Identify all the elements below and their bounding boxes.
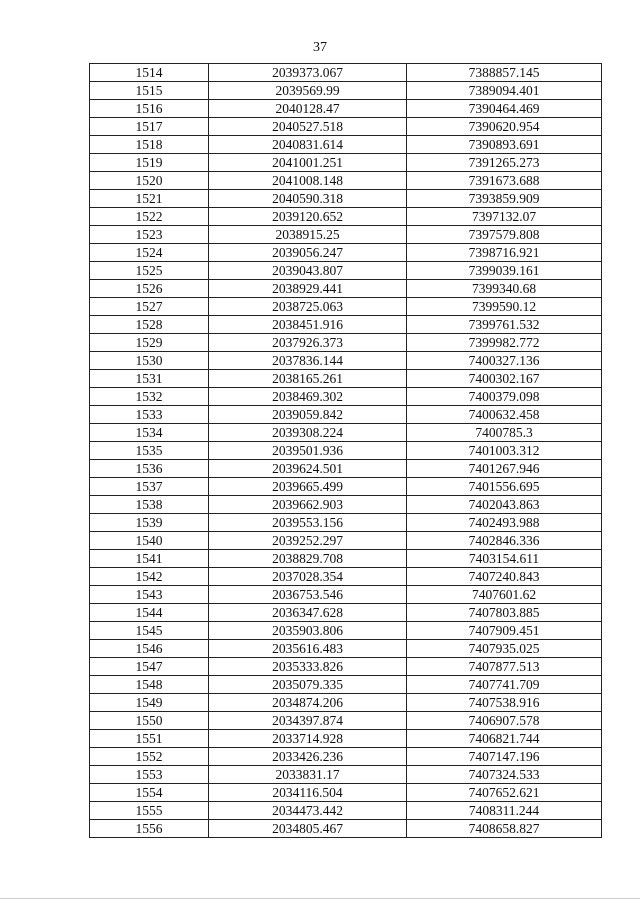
y-coordinate-cell: 7407877.513 bbox=[407, 658, 602, 676]
point-number-cell: 1549 bbox=[90, 694, 209, 712]
y-coordinate-cell: 7399761.532 bbox=[407, 316, 602, 334]
y-coordinate-cell: 7407909.451 bbox=[407, 622, 602, 640]
y-coordinate-cell: 7400379.098 bbox=[407, 388, 602, 406]
y-coordinate-cell: 7399982.772 bbox=[407, 334, 602, 352]
point-number-cell: 1544 bbox=[90, 604, 209, 622]
table-row bbox=[90, 190, 602, 208]
table-row bbox=[90, 154, 602, 172]
point-number-cell: 1529 bbox=[90, 334, 209, 352]
x-coordinate-cell: 2038725.063 bbox=[209, 298, 407, 316]
y-coordinate-cell: 7406821.744 bbox=[407, 730, 602, 748]
point-number-cell: 1517 bbox=[90, 118, 209, 136]
x-coordinate-cell: 2035903.806 bbox=[209, 622, 407, 640]
table-row bbox=[90, 298, 602, 316]
point-number-cell: 1530 bbox=[90, 352, 209, 370]
x-coordinate-cell: 2035616.483 bbox=[209, 640, 407, 658]
y-coordinate-cell: 7391265.273 bbox=[407, 154, 602, 172]
point-number-cell: 1537 bbox=[90, 478, 209, 496]
y-coordinate-cell: 7399340.68 bbox=[407, 280, 602, 298]
point-number-cell: 1555 bbox=[90, 802, 209, 820]
point-number-cell: 1534 bbox=[90, 424, 209, 442]
y-coordinate-cell: 7407652.621 bbox=[407, 784, 602, 802]
table-row bbox=[90, 478, 602, 496]
table-row bbox=[90, 640, 602, 658]
x-coordinate-cell: 2040590.318 bbox=[209, 190, 407, 208]
point-number-cell: 1536 bbox=[90, 460, 209, 478]
table-row bbox=[90, 658, 602, 676]
y-coordinate-cell: 7400785.3 bbox=[407, 424, 602, 442]
point-number-cell: 1552 bbox=[90, 748, 209, 766]
y-coordinate-cell: 7407803.885 bbox=[407, 604, 602, 622]
table-row bbox=[90, 802, 602, 820]
x-coordinate-cell: 2037028.354 bbox=[209, 568, 407, 586]
point-number-cell: 1543 bbox=[90, 586, 209, 604]
y-coordinate-cell: 7407935.025 bbox=[407, 640, 602, 658]
table-row bbox=[90, 568, 602, 586]
y-coordinate-cell: 7407538.916 bbox=[407, 694, 602, 712]
table-row bbox=[90, 226, 602, 244]
table-row bbox=[90, 82, 602, 100]
x-coordinate-cell: 2039501.936 bbox=[209, 442, 407, 460]
point-number-cell: 1542 bbox=[90, 568, 209, 586]
y-coordinate-cell: 7407741.709 bbox=[407, 676, 602, 694]
table-row bbox=[90, 676, 602, 694]
table-row bbox=[90, 406, 602, 424]
point-number-cell: 1545 bbox=[90, 622, 209, 640]
table-row bbox=[90, 262, 602, 280]
table-row bbox=[90, 748, 602, 766]
table-row bbox=[90, 280, 602, 298]
y-coordinate-cell: 7402493.988 bbox=[407, 514, 602, 532]
table-row bbox=[90, 334, 602, 352]
y-coordinate-cell: 7406907.578 bbox=[407, 712, 602, 730]
x-coordinate-cell: 2039665.499 bbox=[209, 478, 407, 496]
table-row bbox=[90, 460, 602, 478]
table-row bbox=[90, 514, 602, 532]
point-number-cell: 1519 bbox=[90, 154, 209, 172]
point-number-cell: 1541 bbox=[90, 550, 209, 568]
y-coordinate-cell: 7407240.843 bbox=[407, 568, 602, 586]
y-coordinate-cell: 7397132.07 bbox=[407, 208, 602, 226]
table-row bbox=[90, 586, 602, 604]
table-row bbox=[90, 352, 602, 370]
x-coordinate-cell: 2037836.144 bbox=[209, 352, 407, 370]
y-coordinate-cell: 7407601.62 bbox=[407, 586, 602, 604]
point-number-cell: 1523 bbox=[90, 226, 209, 244]
x-coordinate-cell: 2034874.206 bbox=[209, 694, 407, 712]
table-row bbox=[90, 370, 602, 388]
y-coordinate-cell: 7398716.921 bbox=[407, 244, 602, 262]
point-number-cell: 1521 bbox=[90, 190, 209, 208]
table-row bbox=[90, 442, 602, 460]
table-row bbox=[90, 730, 602, 748]
x-coordinate-cell: 2039373.067 bbox=[209, 64, 407, 82]
point-number-cell: 1546 bbox=[90, 640, 209, 658]
y-coordinate-cell: 7397579.808 bbox=[407, 226, 602, 244]
x-coordinate-cell: 2034473.442 bbox=[209, 802, 407, 820]
point-number-cell: 1531 bbox=[90, 370, 209, 388]
table-row bbox=[90, 118, 602, 136]
x-coordinate-cell: 2033714.928 bbox=[209, 730, 407, 748]
point-number-cell: 1538 bbox=[90, 496, 209, 514]
x-coordinate-cell: 2034805.467 bbox=[209, 820, 407, 838]
coordinates-table-body bbox=[90, 64, 602, 838]
point-number-cell: 1524 bbox=[90, 244, 209, 262]
y-coordinate-cell: 7402846.336 bbox=[407, 532, 602, 550]
y-coordinate-cell: 7391673.688 bbox=[407, 172, 602, 190]
table-row bbox=[90, 532, 602, 550]
x-coordinate-cell: 2033426.236 bbox=[209, 748, 407, 766]
page-number: 37 bbox=[313, 40, 327, 55]
point-number-cell: 1554 bbox=[90, 784, 209, 802]
y-coordinate-cell: 7400632.458 bbox=[407, 406, 602, 424]
point-number-cell: 1522 bbox=[90, 208, 209, 226]
x-coordinate-cell: 2039308.224 bbox=[209, 424, 407, 442]
y-coordinate-cell: 7400327.136 bbox=[407, 352, 602, 370]
y-coordinate-cell: 7403154.611 bbox=[407, 550, 602, 568]
x-coordinate-cell: 2040831.614 bbox=[209, 136, 407, 154]
y-coordinate-cell: 7401003.312 bbox=[407, 442, 602, 460]
x-coordinate-cell: 2035333.826 bbox=[209, 658, 407, 676]
x-coordinate-cell: 2038451.916 bbox=[209, 316, 407, 334]
point-number-cell: 1525 bbox=[90, 262, 209, 280]
table-row bbox=[90, 64, 602, 82]
x-coordinate-cell: 2039120.652 bbox=[209, 208, 407, 226]
x-coordinate-cell: 2035079.335 bbox=[209, 676, 407, 694]
table-row bbox=[90, 316, 602, 334]
table-row bbox=[90, 820, 602, 838]
point-number-cell: 1535 bbox=[90, 442, 209, 460]
y-coordinate-cell: 7399039.161 bbox=[407, 262, 602, 280]
y-coordinate-cell: 7388857.145 bbox=[407, 64, 602, 82]
x-coordinate-cell: 2036753.546 bbox=[209, 586, 407, 604]
point-number-cell: 1533 bbox=[90, 406, 209, 424]
point-number-cell: 1547 bbox=[90, 658, 209, 676]
point-number-cell: 1516 bbox=[90, 100, 209, 118]
y-coordinate-cell: 7400302.167 bbox=[407, 370, 602, 388]
x-coordinate-cell: 2033831.17 bbox=[209, 766, 407, 784]
y-coordinate-cell: 7402043.863 bbox=[407, 496, 602, 514]
x-coordinate-cell: 2038469.302 bbox=[209, 388, 407, 406]
x-coordinate-cell: 2039252.297 bbox=[209, 532, 407, 550]
x-coordinate-cell: 2034397.874 bbox=[209, 712, 407, 730]
coordinates-table bbox=[89, 63, 602, 838]
point-number-cell: 1520 bbox=[90, 172, 209, 190]
y-coordinate-cell: 7408311.244 bbox=[407, 802, 602, 820]
point-number-cell: 1540 bbox=[90, 532, 209, 550]
table-row bbox=[90, 136, 602, 154]
x-coordinate-cell: 2037926.373 bbox=[209, 334, 407, 352]
x-coordinate-cell: 2038165.261 bbox=[209, 370, 407, 388]
y-coordinate-cell: 7399590.12 bbox=[407, 298, 602, 316]
y-coordinate-cell: 7389094.401 bbox=[407, 82, 602, 100]
point-number-cell: 1532 bbox=[90, 388, 209, 406]
x-coordinate-cell: 2041008.148 bbox=[209, 172, 407, 190]
point-number-cell: 1514 bbox=[90, 64, 209, 82]
table-row bbox=[90, 694, 602, 712]
point-number-cell: 1556 bbox=[90, 820, 209, 838]
table-row bbox=[90, 712, 602, 730]
table-row bbox=[90, 100, 602, 118]
point-number-cell: 1553 bbox=[90, 766, 209, 784]
y-coordinate-cell: 7390893.691 bbox=[407, 136, 602, 154]
x-coordinate-cell: 2039569.99 bbox=[209, 82, 407, 100]
table-row bbox=[90, 424, 602, 442]
x-coordinate-cell: 2039059.842 bbox=[209, 406, 407, 424]
point-number-cell: 1515 bbox=[90, 82, 209, 100]
y-coordinate-cell: 7390464.469 bbox=[407, 100, 602, 118]
point-number-cell: 1518 bbox=[90, 136, 209, 154]
x-coordinate-cell: 2040128.47 bbox=[209, 100, 407, 118]
table-row bbox=[90, 208, 602, 226]
y-coordinate-cell: 7407324.533 bbox=[407, 766, 602, 784]
x-coordinate-cell: 2039056.247 bbox=[209, 244, 407, 262]
table-row bbox=[90, 496, 602, 514]
table-row bbox=[90, 388, 602, 406]
y-coordinate-cell: 7407147.196 bbox=[407, 748, 602, 766]
point-number-cell: 1551 bbox=[90, 730, 209, 748]
x-coordinate-cell: 2040527.518 bbox=[209, 118, 407, 136]
x-coordinate-cell: 2039553.156 bbox=[209, 514, 407, 532]
x-coordinate-cell: 2038829.708 bbox=[209, 550, 407, 568]
x-coordinate-cell: 2039662.903 bbox=[209, 496, 407, 514]
point-number-cell: 1539 bbox=[90, 514, 209, 532]
x-coordinate-cell: 2041001.251 bbox=[209, 154, 407, 172]
y-coordinate-cell: 7401267.946 bbox=[407, 460, 602, 478]
table-row bbox=[90, 604, 602, 622]
table-row bbox=[90, 766, 602, 784]
x-coordinate-cell: 2039043.807 bbox=[209, 262, 407, 280]
x-coordinate-cell: 2038929.441 bbox=[209, 280, 407, 298]
y-coordinate-cell: 7408658.827 bbox=[407, 820, 602, 838]
x-coordinate-cell: 2038915.25 bbox=[209, 226, 407, 244]
page-bottom-edge bbox=[0, 898, 640, 899]
point-number-cell: 1548 bbox=[90, 676, 209, 694]
x-coordinate-cell: 2036347.628 bbox=[209, 604, 407, 622]
point-number-cell: 1528 bbox=[90, 316, 209, 334]
y-coordinate-cell: 7401556.695 bbox=[407, 478, 602, 496]
table-row bbox=[90, 244, 602, 262]
point-number-cell: 1550 bbox=[90, 712, 209, 730]
table-row bbox=[90, 622, 602, 640]
x-coordinate-cell: 2034116.504 bbox=[209, 784, 407, 802]
table-row bbox=[90, 550, 602, 568]
table-row bbox=[90, 172, 602, 190]
y-coordinate-cell: 7393859.909 bbox=[407, 190, 602, 208]
point-number-cell: 1527 bbox=[90, 298, 209, 316]
table-row bbox=[90, 784, 602, 802]
point-number-cell: 1526 bbox=[90, 280, 209, 298]
x-coordinate-cell: 2039624.501 bbox=[209, 460, 407, 478]
y-coordinate-cell: 7390620.954 bbox=[407, 118, 602, 136]
